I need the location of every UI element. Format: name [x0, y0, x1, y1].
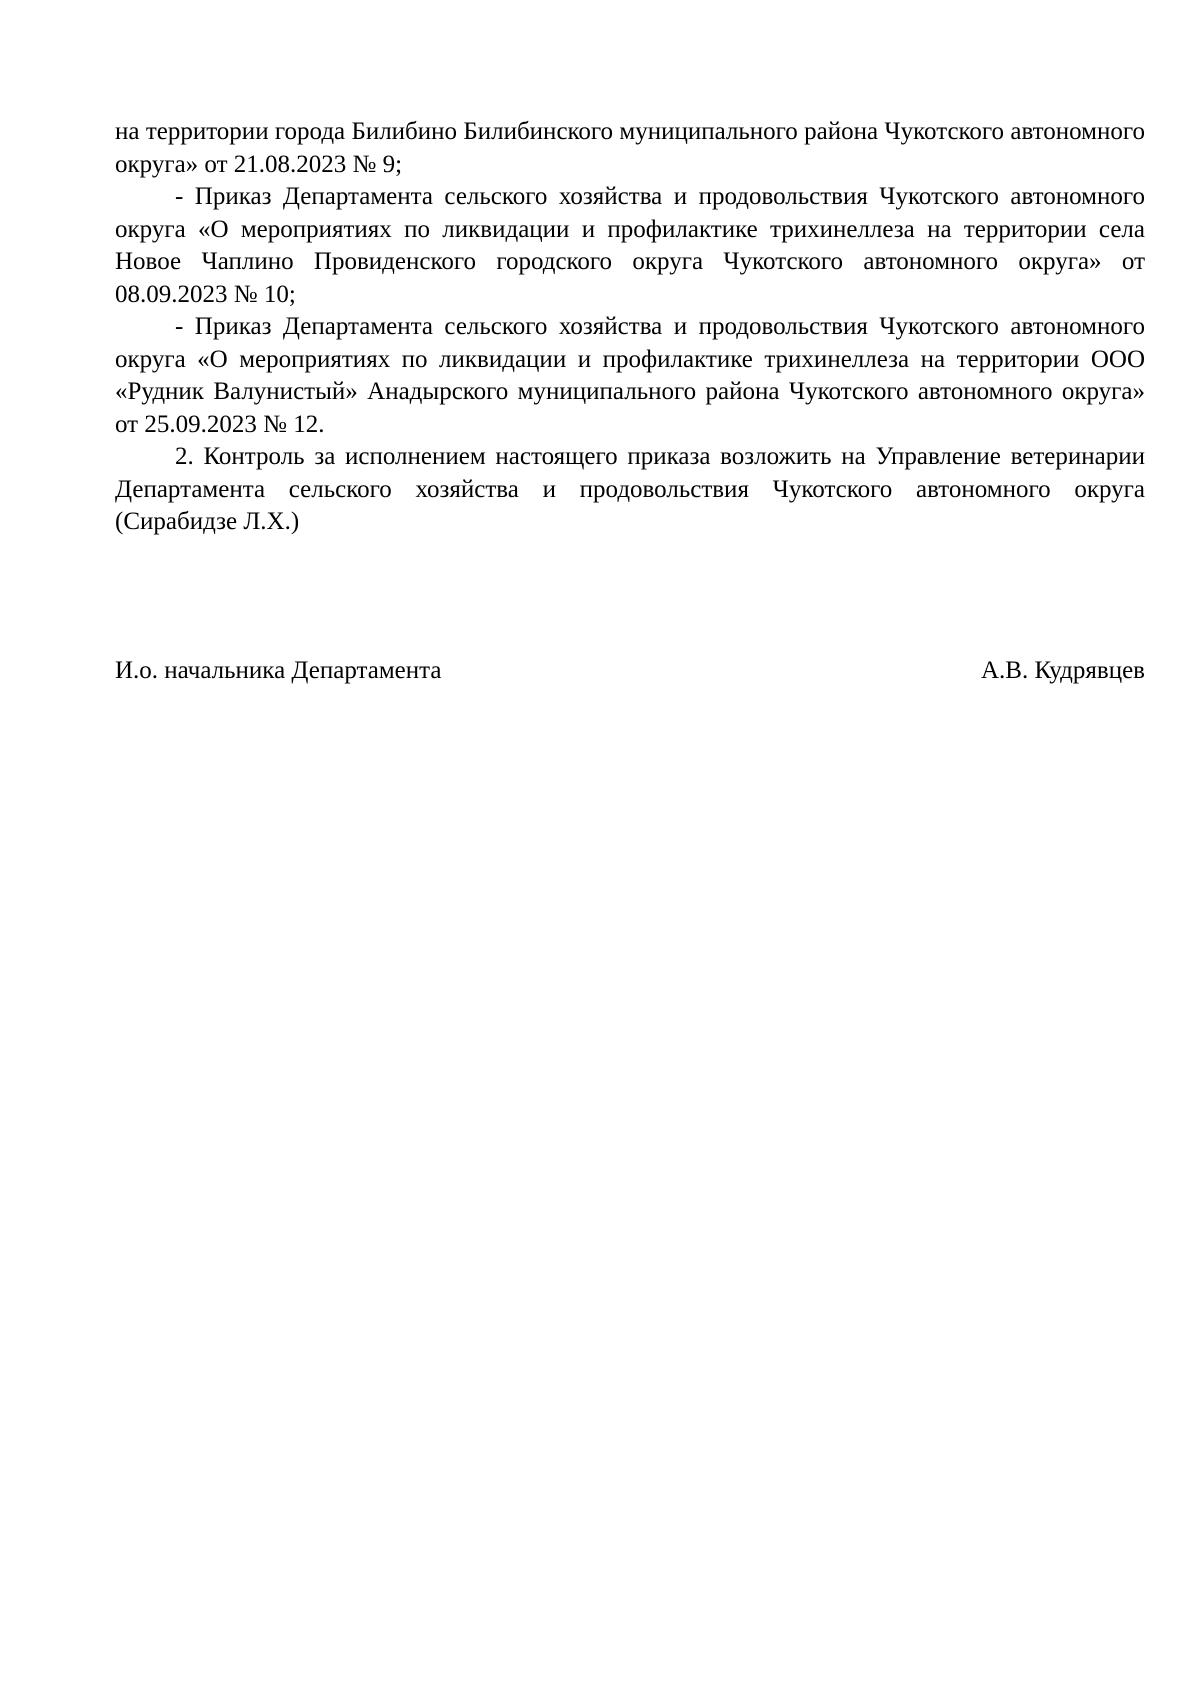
paragraph-control-clause: 2. Контроль за исполнением настоящего приказа возложить на Управление ветеринарии Департамента сельского хозяйства и продовольствия Чукотского автономного округа (Сирабидзе Л.Х.): [115, 443, 1145, 535]
document-body: [115, 116, 1145, 539]
signature-block: [115, 655, 1145, 688]
paragraph-continuation: на территории города Билибино Билибинского муниципального района Чукотского автономного округа» от 21.08.2023 № 9;: [115, 118, 1145, 178]
signatory-position: И.о. начальника Департамента: [115, 657, 442, 684]
signatory-name: А.В. Кудрявцев: [980, 657, 1145, 684]
paragraph-order-item-10: - Приказ Департамента сельского хозяйства и продовольствия Чукотского автономного округа «О мероприятиях по ликвидации и профилактике трихинеллеза на территории села Новое Чаплино Провиденского городского округа Чукотского автономного округа» от 08.09.2023 № 10;: [115, 183, 1145, 308]
paragraph-order-item-12: - Приказ Департамента сельского хозяйства и продовольствия Чукотского автономного округа «О мероприятиях по ликвидации и профилактике трихинеллеза на территории ООО «Рудник Валунистый» Анадырского муниципального района Чукотского автономного округа» от 25.09.2023 № 12.: [115, 313, 1145, 438]
